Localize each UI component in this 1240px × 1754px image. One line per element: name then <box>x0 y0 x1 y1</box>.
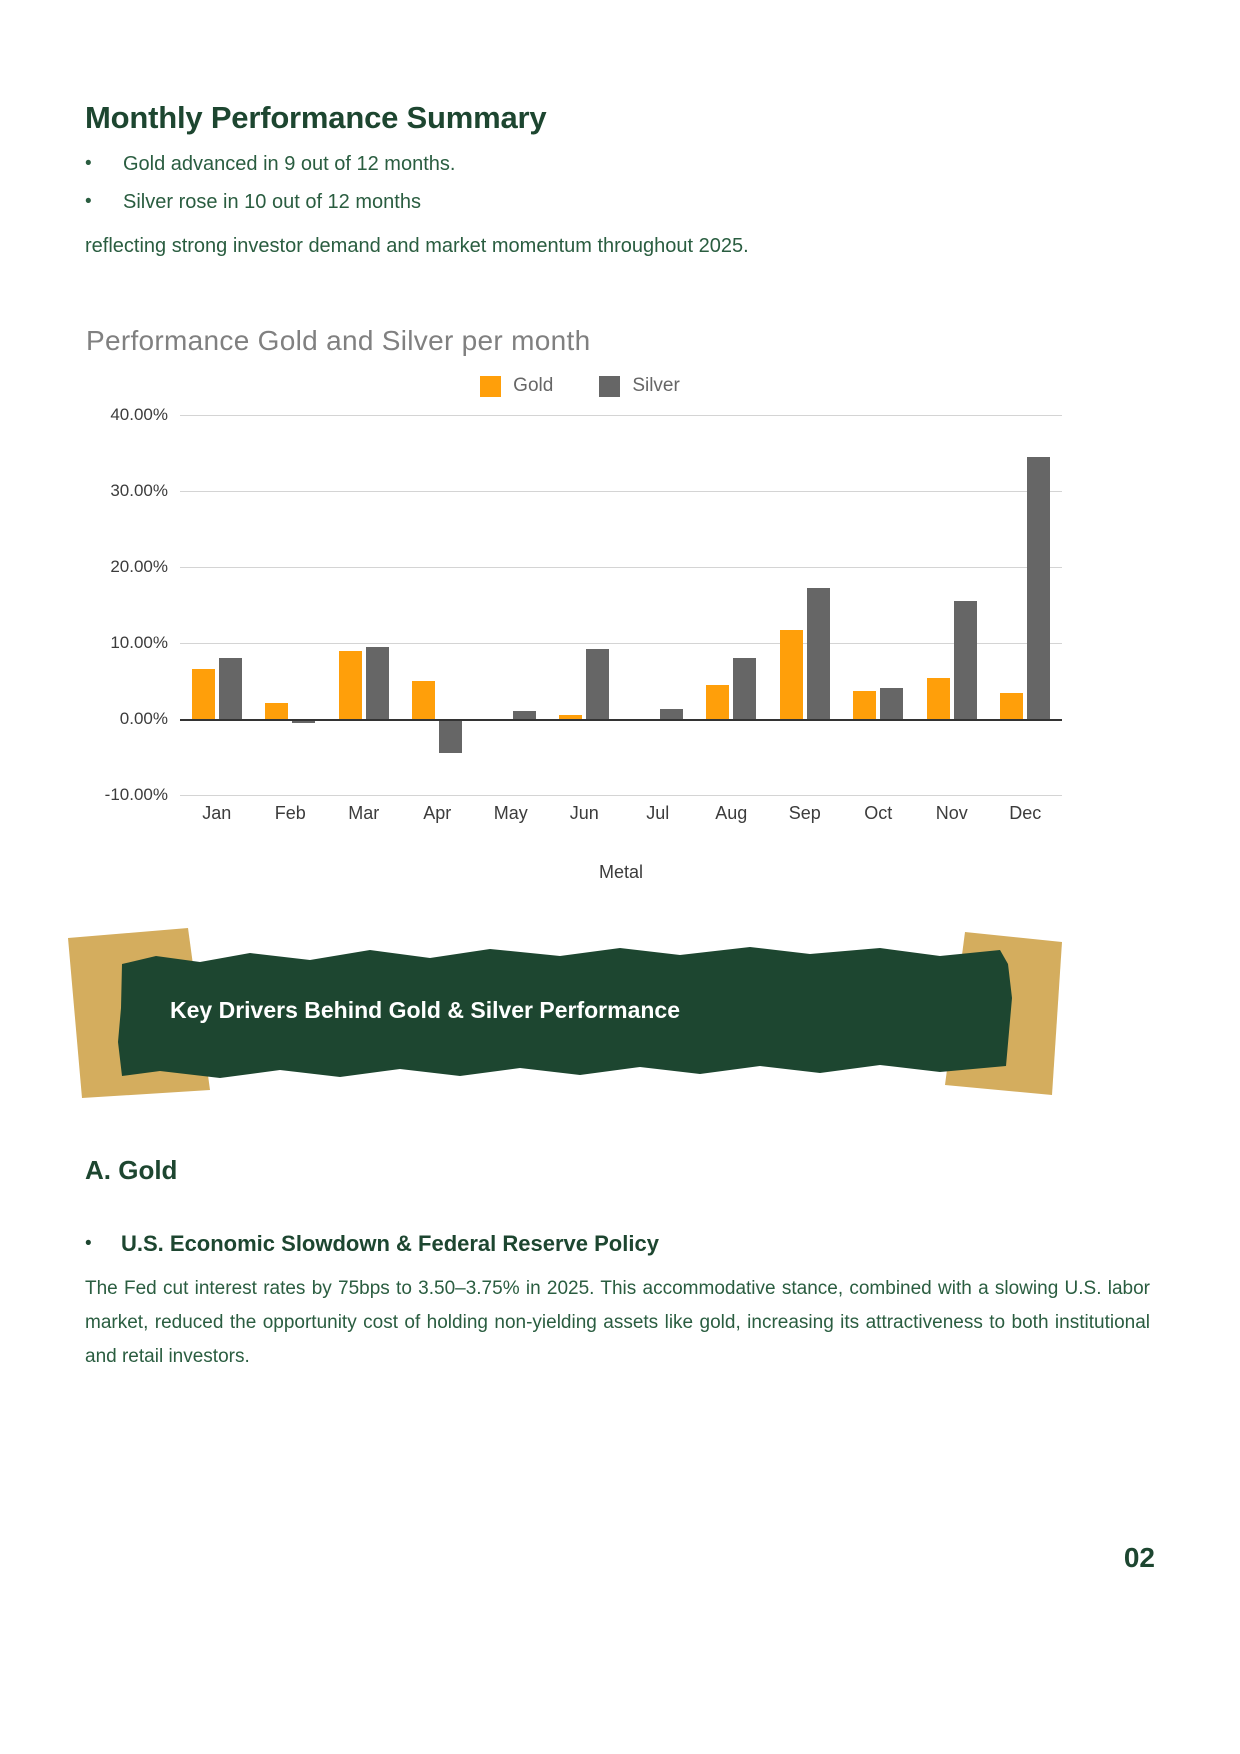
x-axis-label-aug: Aug <box>715 803 748 823</box>
x-axis-label-oct: Oct <box>864 803 893 823</box>
bar-gold-dec <box>1000 693 1023 719</box>
bar-gold-nov <box>927 678 950 719</box>
bar-silver-may <box>513 711 536 719</box>
chart-legend <box>80 375 1080 397</box>
x-axis-label-apr: Apr <box>423 803 452 823</box>
list-item-label: Gold advanced in 9 out of 12 months. <box>123 153 456 175</box>
legend-label-gold: Gold <box>513 375 554 396</box>
bar-silver-apr <box>439 719 462 753</box>
bar-gold-jan <box>192 669 215 719</box>
bar-group-dec <box>989 415 1063 795</box>
bar-gold-aug <box>706 685 729 719</box>
bar-gold-apr <box>412 681 435 719</box>
bar-group-sep <box>768 415 842 795</box>
subsection-bullet <box>85 1230 1150 1258</box>
chart-bars <box>180 415 1062 795</box>
x-axis-title: Metal <box>598 862 643 882</box>
x-axis-label-jun: Jun <box>569 803 599 823</box>
x-axis-labels <box>180 803 1062 824</box>
x-axis-label-jul: Jul <box>646 803 670 823</box>
monthly-performance-summary <box>85 100 1155 260</box>
bar-gold-sep <box>780 630 803 719</box>
legend-item-gold <box>480 375 553 397</box>
x-axis-label-jan: Jan <box>202 803 232 823</box>
bar-group-apr <box>401 415 475 795</box>
y-axis-tick: -10.00% <box>104 785 168 804</box>
subsection-heading: U.S. Economic Slowdown & Federal Reserve Policy <box>121 1231 659 1256</box>
gridline <box>180 795 1062 796</box>
list-item-label: Silver rose in 10 out of 12 months <box>123 191 421 213</box>
y-axis <box>80 405 176 804</box>
list-item <box>85 188 1155 216</box>
bar-silver-aug <box>733 658 756 719</box>
legend-item-silver <box>599 375 680 397</box>
bar-silver-oct <box>880 688 903 719</box>
bullet-icon: • <box>85 1233 92 1254</box>
performance-bar-chart <box>80 325 1080 925</box>
zero-axis-line <box>180 719 1062 721</box>
bar-silver-jan <box>219 658 242 719</box>
bar-silver-mar <box>366 647 389 719</box>
section-banner <box>60 920 1070 1100</box>
bullet-icon: • <box>85 191 92 212</box>
bar-group-jun <box>548 415 622 795</box>
section-heading: A. Gold <box>85 1155 178 1185</box>
bar-group-mar <box>327 415 401 795</box>
bar-group-jan <box>180 415 254 795</box>
bar-group-nov <box>915 415 989 795</box>
bar-gold-mar <box>339 651 362 719</box>
bar-gold-feb <box>265 703 288 719</box>
y-axis-tick: 40.00% <box>110 405 168 424</box>
x-axis-label-dec: Dec <box>1009 803 1042 823</box>
page-number: 02 <box>1123 1542 1155 1573</box>
bar-group-oct <box>842 415 916 795</box>
bar-gold-oct <box>853 691 876 719</box>
bar-silver-nov <box>954 601 977 719</box>
bar-group-feb <box>254 415 328 795</box>
silver-swatch-icon <box>599 376 620 397</box>
legend-label-silver: Silver <box>632 375 680 396</box>
x-axis-label-feb: Feb <box>274 803 306 823</box>
bar-silver-jun <box>586 649 609 719</box>
gold-swatch-icon <box>480 376 501 397</box>
bar-silver-sep <box>807 588 830 719</box>
banner-title: Key Drivers Behind Gold & Silver Performance <box>170 996 681 1023</box>
bullet-icon: • <box>85 153 92 174</box>
x-axis-label-may: May <box>493 803 528 823</box>
y-axis-tick: 30.00% <box>110 481 168 500</box>
x-axis-label-sep: Sep <box>788 803 821 823</box>
chart-title: Performance Gold and Silver per month <box>86 325 591 356</box>
summary-tail-text: reflecting strong investor demand and market momentum throughout 2025. <box>85 235 749 257</box>
bar-group-aug <box>695 415 769 795</box>
y-axis-tick: 10.00% <box>110 633 168 652</box>
bar-silver-jul <box>660 709 683 719</box>
bar-group-may <box>474 415 548 795</box>
bar-group-jul <box>621 415 695 795</box>
list-item <box>85 150 1155 178</box>
y-axis-tick: 0.00% <box>119 709 168 728</box>
page-title: Monthly Performance Summary <box>85 100 547 135</box>
y-axis-tick: 20.00% <box>110 557 168 576</box>
x-axis-label-mar: Mar <box>348 803 380 823</box>
section-paragraph: The Fed cut interest rates by 75bps to 3.50–3.75% in 2025. This accommodative stance, combined with a slowing U.S. labor market, reduced the opportunity cost of holding non-yielding assets like gold, increasing its attractiveness to both institutional and retail investors. <box>85 1278 1150 1367</box>
chart-plot-area <box>104 405 1062 804</box>
x-axis-label-nov: Nov <box>935 803 968 823</box>
gold-drivers-section <box>85 1155 1150 1374</box>
bar-silver-dec <box>1027 457 1050 719</box>
